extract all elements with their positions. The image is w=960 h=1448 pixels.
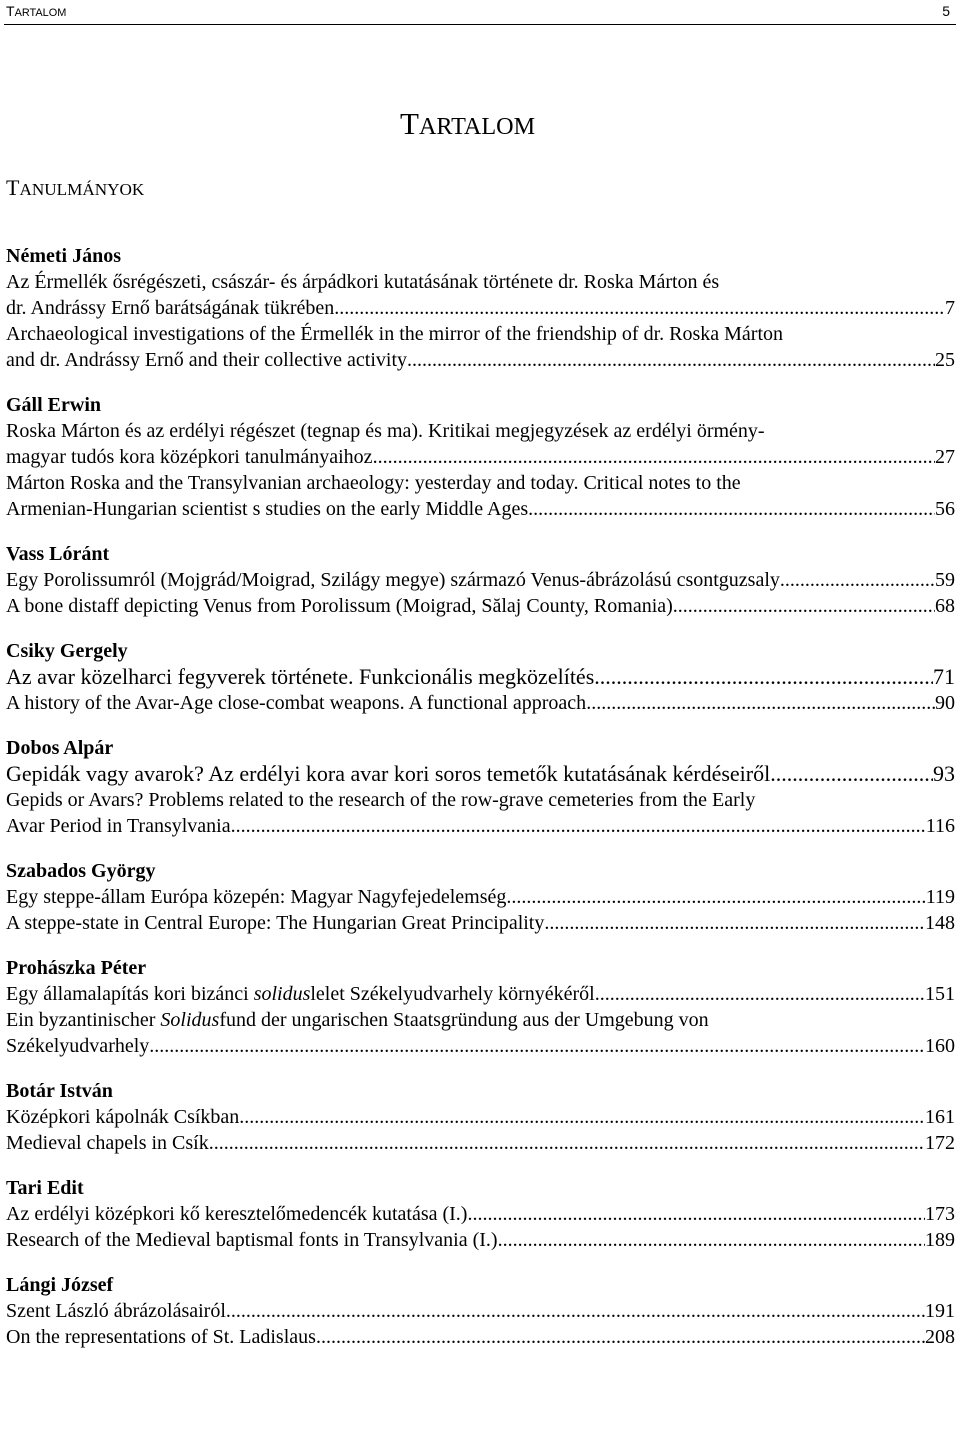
entry-page-number: 208 — [925, 1326, 955, 1348]
dot-leader — [544, 910, 925, 936]
entry-text: Egy steppe-állam Európa közepén: Magyar Nagyfejedelemség — [6, 886, 507, 908]
entry-line — [6, 295, 955, 321]
entry-title-text — [6, 444, 373, 470]
entry-title-text — [6, 1324, 316, 1350]
entry-title-text — [6, 884, 506, 910]
entry-line — [6, 664, 955, 690]
entry-text: Gepids or Avars? Problems related to the research of the row-grave cemeteries from the Early — [6, 789, 756, 811]
entry-title-text — [6, 1298, 226, 1324]
toc-entry — [6, 1078, 955, 1156]
toc-entry — [6, 1272, 955, 1350]
entry-page-number: 25 — [935, 349, 955, 371]
entry-title-text — [6, 1201, 467, 1227]
dot-leader — [226, 1298, 925, 1324]
entry-title-text — [6, 269, 719, 295]
entry-page-number: 172 — [925, 1132, 955, 1154]
entry-page-number: 71 — [933, 664, 955, 689]
toc-entry — [6, 858, 955, 936]
entry-title-text — [6, 787, 755, 813]
entry-page-number: 160 — [925, 1035, 955, 1057]
entry-title-text — [6, 418, 765, 444]
entry-title-text — [6, 761, 770, 787]
entry-title-text — [6, 813, 231, 839]
entry-italic-text: Solidus — [160, 1009, 220, 1031]
dot-leader — [594, 664, 933, 690]
entry-text: Egy Porolissumról (Mojgrád/Moigrad, Szilágy megye) származó Venus-ábrázolású csontguzsaly — [6, 569, 780, 591]
entry-page-number: 59 — [935, 569, 955, 591]
entry-title-text — [6, 1007, 709, 1033]
entry-line — [6, 1227, 955, 1253]
entry-italic-text: solidus — [253, 983, 311, 1005]
entry-line — [6, 884, 955, 910]
entry-text: Armenian-Hungarian scientist s studies on the early Middle Ages — [6, 498, 529, 520]
entry-text-continued: fund der ungarischen Staatsgründung aus der Umgebung von — [219, 1009, 709, 1031]
entry-text: A steppe-state in Central Europe: The Hungarian Great Principality — [6, 912, 545, 934]
entry-text: dr. Andrássy Ernő barátságának tükrében — [6, 297, 335, 319]
dot-leader — [770, 761, 933, 787]
entry-text: magyar tudós kora középkori tanulmányaihoz — [6, 446, 373, 468]
dot-leader — [231, 813, 926, 839]
dot-leader — [316, 1324, 925, 1350]
entry-text: Medieval chapels in Csík — [6, 1132, 209, 1154]
dot-leader — [149, 1033, 925, 1059]
entry-text: Roska Márton és az erdélyi régészet (tegnap és ma). Kritikai megjegyzések az erdélyi örmény- — [6, 420, 765, 442]
entry-line — [6, 690, 955, 716]
entry-title-text — [6, 1104, 239, 1130]
entry-line — [6, 1104, 955, 1130]
entry-page-number: 116 — [925, 815, 955, 837]
entry-author: Lángi József — [6, 1274, 114, 1296]
entry-page-number: 68 — [935, 595, 955, 617]
entry-text: and dr. Andrássy Ernő and their collective activity — [6, 349, 407, 371]
entry-page-number: 151 — [925, 983, 955, 1005]
entry-title-text — [6, 470, 741, 496]
entry-title-text — [6, 567, 780, 593]
entry-title-text — [6, 910, 544, 936]
page-number: 5 — [942, 3, 950, 19]
entry-page-number: 93 — [933, 761, 955, 786]
entry-title-text — [6, 321, 783, 347]
entry-text: On the representations of St. Ladislaus — [6, 1326, 316, 1348]
entry-text: Az Érmellék ősrégészeti, császár- és árpádkori kutatásának története dr. Roska Márton és — [6, 271, 720, 293]
entry-title-text — [6, 496, 528, 522]
entry-line — [6, 470, 955, 496]
entry-text: Középkori kápolnák Csíkban — [6, 1106, 240, 1128]
running-head-title: TARTALOM — [6, 3, 67, 19]
dot-leader — [506, 884, 925, 910]
dot-leader — [209, 1130, 925, 1156]
entry-title-text — [6, 295, 334, 321]
dot-leader — [673, 593, 935, 619]
toc-entry — [6, 1175, 955, 1253]
entry-line — [6, 787, 955, 813]
entry-page-number: 90 — [935, 692, 955, 714]
entry-line — [6, 418, 955, 444]
entry-title-text — [6, 1130, 209, 1156]
entry-title-text — [6, 981, 595, 1007]
page-title: TARTALOM — [400, 106, 536, 141]
entry-author: Vass Lóránt — [6, 543, 110, 565]
dot-leader — [498, 1227, 925, 1253]
entry-text: Az erdélyi középkori kő keresztelőmedencék kutatása (I.) — [6, 1203, 468, 1225]
entry-line — [6, 761, 955, 787]
entry-line — [6, 567, 955, 593]
entry-text: Szent László ábrázolásairól — [6, 1300, 226, 1322]
entry-title-text — [6, 690, 586, 716]
entry-text: Egy államalapítás kori bizánci — [6, 983, 254, 1005]
toc-entry — [6, 243, 955, 373]
entry-line — [6, 321, 955, 347]
entry-line — [6, 347, 955, 373]
entry-page-number: 56 — [935, 498, 955, 520]
entry-title-text — [6, 347, 407, 373]
dot-leader — [780, 567, 935, 593]
entry-line — [6, 444, 955, 470]
entry-page-number: 119 — [925, 886, 955, 908]
entry-text: Ein byzantinischer — [6, 1009, 161, 1031]
toc-entry — [6, 392, 955, 522]
dot-leader — [528, 496, 935, 522]
entry-text: Research of the Medieval baptismal fonts in Transylvania (I.) — [6, 1229, 498, 1251]
dot-leader — [595, 981, 925, 1007]
entry-line — [6, 1033, 955, 1059]
entry-text: Archaeological investigations of the Érmellék in the mirror of the friendship of dr. Roska Márton — [6, 323, 784, 345]
entry-author: Dobos Alpár — [6, 737, 114, 759]
running-head — [4, 0, 956, 25]
entry-text: A history of the Avar-Age close-combat weapons. A functional approach — [6, 692, 587, 714]
toc-entries — [6, 243, 955, 1369]
entry-author: Csiky Gergely — [6, 640, 128, 662]
entry-line — [6, 496, 955, 522]
entry-author: Gáll Erwin — [6, 394, 102, 416]
toc-entry — [6, 955, 955, 1059]
entry-page-number: 191 — [925, 1300, 955, 1322]
entry-line — [6, 1298, 955, 1324]
entry-page-number: 189 — [925, 1229, 955, 1251]
dot-leader — [586, 690, 935, 716]
dot-leader — [334, 295, 945, 321]
entry-page-number: 27 — [935, 446, 955, 468]
entry-line — [6, 593, 955, 619]
entry-author: Szabados György — [6, 860, 156, 882]
entry-line — [6, 1324, 955, 1350]
entry-author: Botár István — [6, 1080, 113, 1102]
entry-author: Tari Edit — [6, 1177, 84, 1199]
toc-entry — [6, 735, 955, 839]
dot-leader — [373, 444, 935, 470]
entry-page-number: 161 — [925, 1106, 955, 1128]
entry-title-text — [6, 1227, 498, 1253]
entry-title-text — [6, 593, 673, 619]
entry-line — [6, 1130, 955, 1156]
entry-page-number: 7 — [945, 297, 955, 319]
entry-page-number: 173 — [925, 1203, 955, 1225]
entry-title-text — [6, 664, 594, 690]
entry-text-continued: lelet Székelyudvarhely környékéről — [310, 983, 595, 1005]
entry-page-number: 148 — [925, 912, 955, 934]
entry-author: Prohászka Péter — [6, 957, 147, 979]
entry-title-text — [6, 1033, 149, 1059]
entry-line — [6, 981, 955, 1007]
entry-text: A bone distaff depicting Venus from Porolissum (Moigrad, Sălaj County, Romania) — [6, 595, 673, 617]
entry-text: Székelyudvarhely — [6, 1035, 150, 1057]
entry-line — [6, 910, 955, 936]
entry-line — [6, 269, 955, 295]
toc-entry — [6, 541, 955, 619]
dot-leader — [407, 347, 935, 373]
entry-line — [6, 1007, 955, 1033]
entry-text: Avar Period in Transylvania — [6, 815, 231, 837]
entry-line — [6, 1201, 955, 1227]
toc-entry — [6, 638, 955, 716]
entry-text: Gepidák vagy avarok? Az erdélyi kora avar kori soros temetők kutatásának kérdéseiről — [6, 761, 771, 786]
dot-leader — [467, 1201, 925, 1227]
entry-line — [6, 813, 955, 839]
entry-author: Németi János — [6, 245, 121, 267]
section-heading: TANULMÁNYOK — [6, 175, 145, 200]
entry-text: Az avar közelharci fegyverek története. Funkcionális megközelítés — [6, 664, 595, 689]
entry-text: Márton Roska and the Transylvanian archaeology: yesterday and today. Critical notes to the — [6, 472, 741, 494]
dot-leader — [239, 1104, 925, 1130]
